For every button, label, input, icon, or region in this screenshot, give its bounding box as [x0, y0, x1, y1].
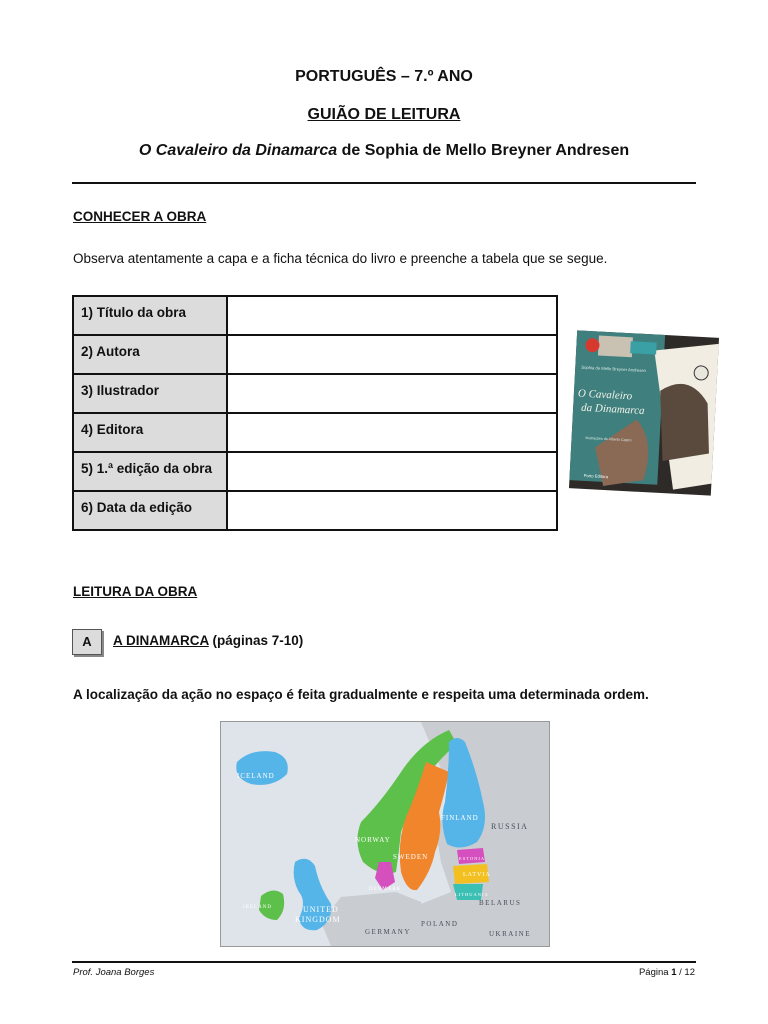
footer-divider — [72, 961, 696, 963]
table-row — [73, 374, 557, 413]
northern-europe-map — [220, 721, 550, 947]
row-label: 3) Ilustrador — [73, 374, 227, 413]
cover-illustrator-text: ilustrações de Alberto Castro — [585, 435, 632, 443]
map-label-ireland: IRELAND — [243, 905, 272, 910]
book-title: O Cavaleiro da Dinamarca — [138, 142, 338, 159]
page-total: / 12 — [676, 967, 695, 978]
answer-cell-edition-date[interactable] — [227, 491, 557, 530]
section-a-badge: A — [72, 629, 102, 655]
page-prefix: Página — [638, 967, 672, 978]
map-label-finland: FINLAND — [441, 814, 479, 822]
guide-title: GUIÃO DE LEITURA — [307, 106, 461, 123]
map-label-ukraine: UKRAINE — [489, 930, 531, 938]
space-statement: A localização da ação no espaço é feita gradualmente e respeita uma determinada ordem. — [73, 687, 649, 702]
row-label: 6) Data da edição — [73, 491, 227, 530]
map-label-denmark: DENMARK — [369, 887, 402, 892]
answer-cell-first-edition[interactable] — [227, 452, 557, 491]
table-row — [73, 296, 557, 335]
answer-cell-publisher[interactable] — [227, 413, 557, 452]
header-divider — [72, 182, 696, 184]
map-label-estonia: ESTONIA — [459, 856, 486, 861]
book-info-table — [72, 295, 558, 531]
cover-title-line2: da Dinamarca — [580, 401, 645, 418]
section-leitura-title: LEITURA DA OBRA — [73, 584, 198, 599]
map-label-uk-line2: KINGDOM — [295, 915, 341, 924]
subsection-title: A DINAMARCA — [113, 633, 209, 648]
answer-cell-author[interactable] — [227, 335, 557, 374]
subject-title: PORTUGUÊS – 7.º ANO — [295, 68, 473, 85]
table-row — [73, 491, 557, 530]
table-row — [73, 413, 557, 452]
cover-author-text: Sophia de Mello Breyner Andresen — [581, 364, 647, 374]
map-label-germany: GERMANY — [365, 928, 411, 936]
row-label: 5) 1.ª edição da obra — [73, 452, 227, 491]
section-conhecer-instruction: Observa atentamente a capa e a ficha técnica do livro e preenche a tabela que se segue. — [73, 251, 608, 266]
subsection-heading — [113, 633, 303, 648]
table-row — [73, 452, 557, 491]
answer-cell-title[interactable] — [227, 296, 557, 335]
book-author: de Sophia de Mello Breyner Andresen — [337, 142, 630, 159]
answer-cell-illustrator[interactable] — [227, 374, 557, 413]
map-label-latvia: LATVIA — [463, 872, 491, 878]
cover-title-line1: O Cavaleiro — [577, 387, 633, 403]
map-label-sweden: SWEDEN — [393, 853, 429, 861]
row-label: 1) Título da obra — [73, 296, 227, 335]
map-label-belarus: BELARUS — [479, 899, 522, 907]
map-label-russia: RUSSIA — [491, 822, 529, 831]
cover-publisher: Porto Editora — [583, 472, 609, 480]
subsection-pages: (páginas 7-10) — [208, 633, 304, 648]
map-label-norway: NORWAY — [355, 836, 391, 844]
map-label-poland: POLAND — [421, 920, 459, 928]
table-row — [73, 335, 557, 374]
map-label-uk-line1: UNITED — [303, 905, 339, 914]
book-heading — [0, 142, 768, 160]
row-label: 4) Editora — [73, 413, 227, 452]
footer-page-number — [639, 967, 695, 978]
book-cover-image — [567, 330, 721, 496]
row-label: 2) Autora — [73, 335, 227, 374]
map-label-iceland: ICELAND — [237, 772, 275, 780]
footer-author: Prof. Joana Borges — [73, 967, 155, 978]
section-conhecer-title: CONHECER A OBRA — [73, 209, 207, 224]
map-label-lithuania: LITHUANIA — [455, 892, 489, 897]
page-current: 1 — [671, 967, 677, 978]
